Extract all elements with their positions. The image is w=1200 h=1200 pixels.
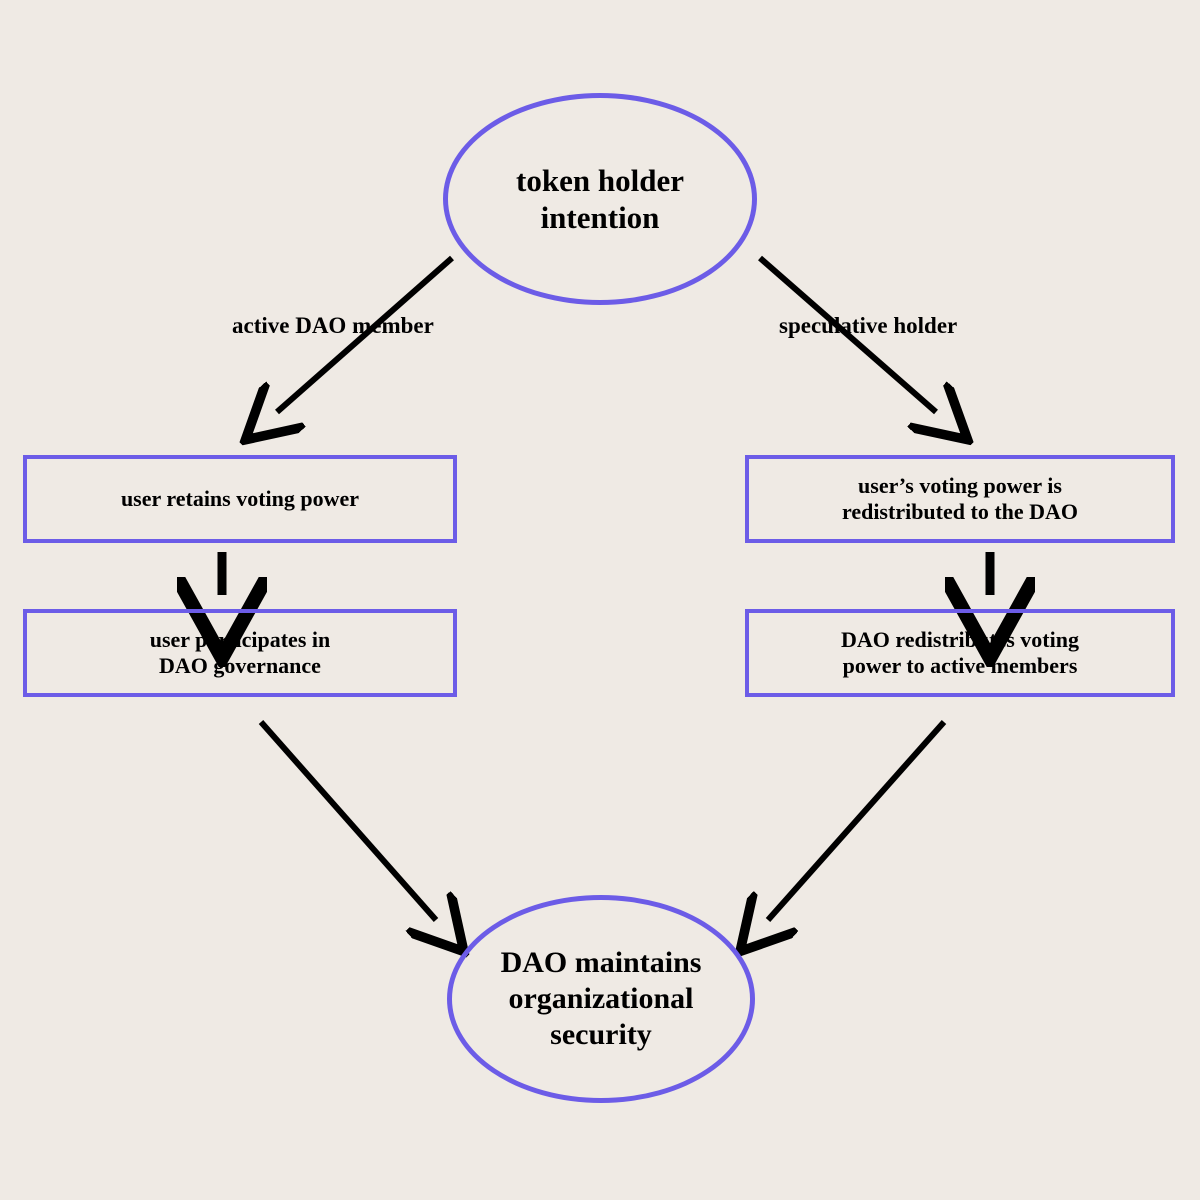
node-token-holder-intention [443,93,757,305]
node-user-retains-voting-power-line1: user retains voting power [120,485,360,511]
node-user-participates-line1: user participates in [149,626,331,652]
node-token-holder-intention-line1: token holder [516,162,684,198]
node-dao-redistributes-voting-power [745,609,1175,697]
node-user-retains-voting-power [23,455,457,543]
node-dao-maintains-line2: organizational [508,982,694,1015]
node-user-participates-line2: DAO governance [159,653,321,678]
node-token-holder-intention-line2: intention [540,200,660,235]
edge-label-active-dao-member: active DAO member [232,313,434,338]
node-voting-power-redistributed-line1: user’s voting power is [858,472,1062,498]
edge-label-speculative-holder: speculative holder [779,313,958,338]
node-voting-power-redistributed [745,455,1175,543]
node-dao-maintains-line3: security [550,1018,652,1051]
edge-right2-to-bottom [768,722,944,920]
node-voting-power-redistributed-line2: redistributed to the DAO [841,499,1079,524]
node-dao-maintains-line1: DAO maintains [500,946,702,979]
node-dao-redistributes-line2: power to active members [842,653,1078,678]
node-dao-maintains-organizational-security [447,895,755,1103]
node-dao-redistributes-line1: DAO redistributes voting [841,626,1079,652]
edge-left2-to-bottom [261,722,436,920]
node-user-participates-in-dao-governance [23,609,457,697]
